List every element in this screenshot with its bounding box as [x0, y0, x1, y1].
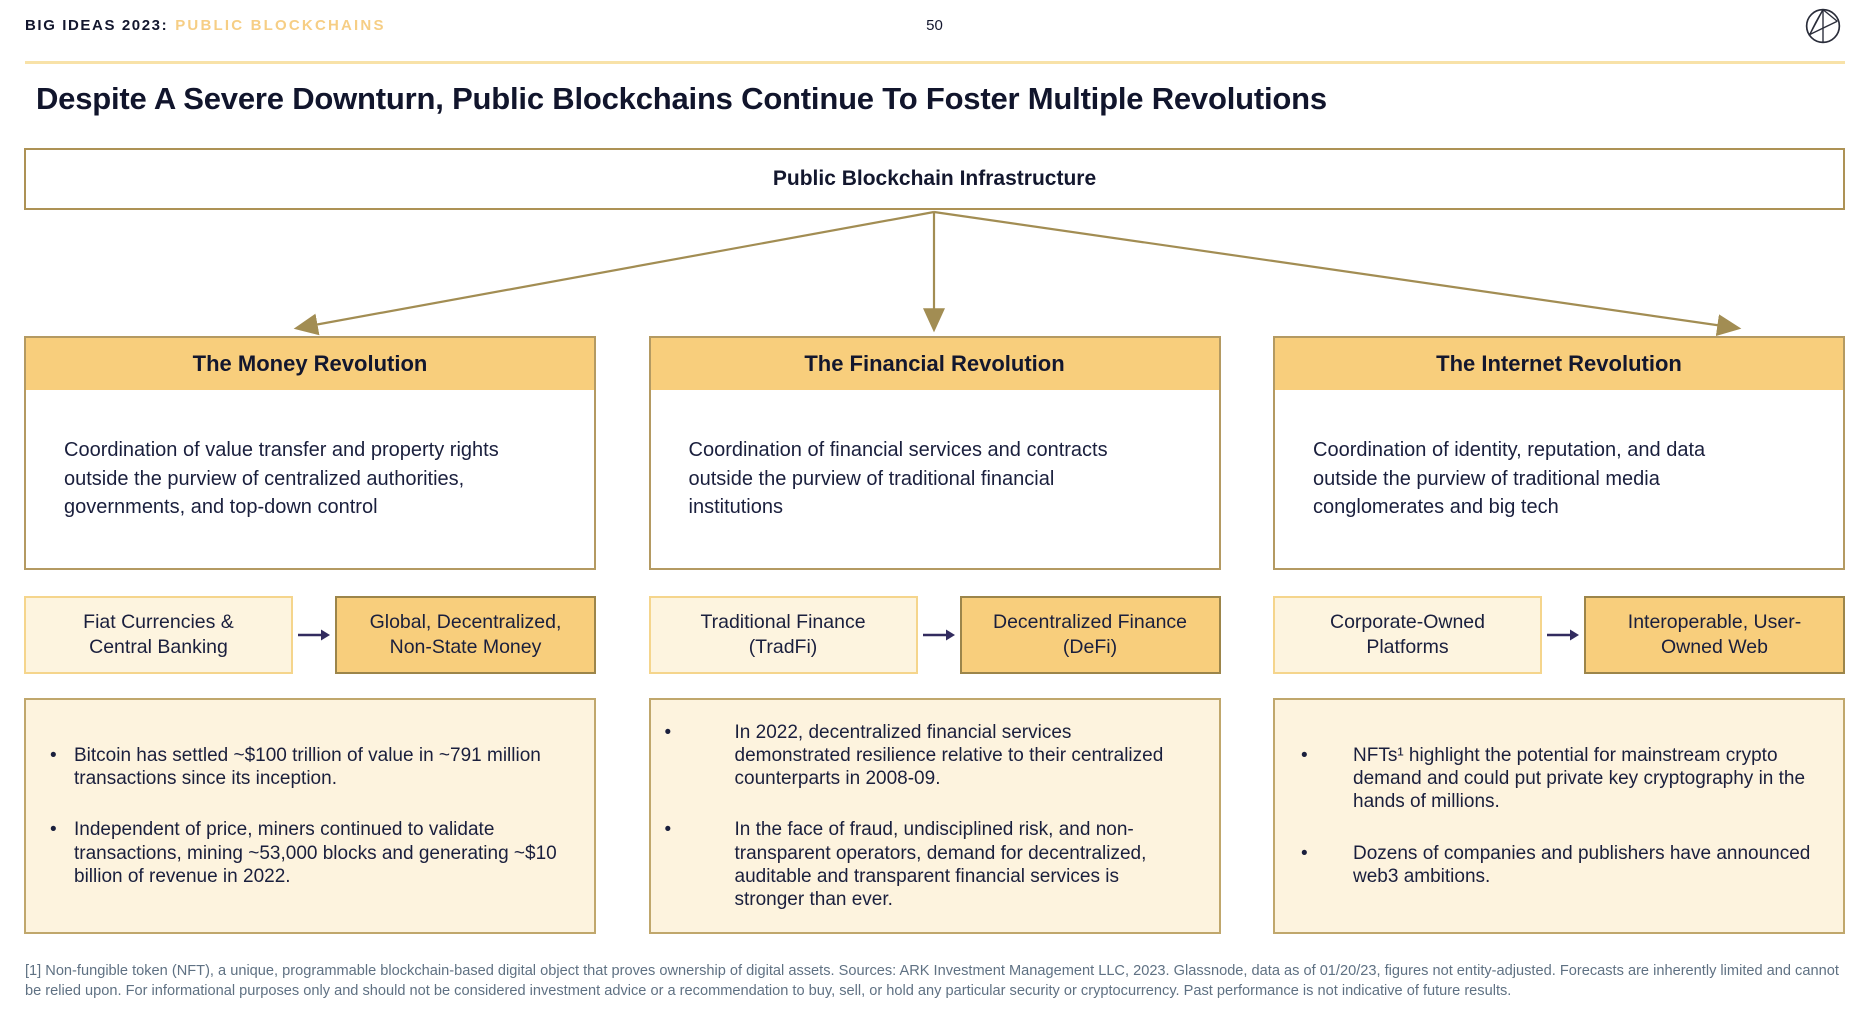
revolution-description-internet: Coordination of identity, reputation, and data outside the purview of traditional media conglomerates and big tech	[1313, 439, 1706, 519]
transition-row-internet	[1273, 596, 1845, 674]
column-financial-revolution	[649, 336, 1221, 934]
to-box-money: Global, Decentralized, Non-State Money	[335, 596, 596, 674]
bullets-box-internet	[1273, 698, 1845, 934]
bullet-text: In 2022, decentralized financial services demonstrated resilience relative to their centralized counterparts in 2008-09.	[734, 721, 1164, 790]
revolution-card-internet	[1273, 336, 1845, 570]
from-box-internet: Corporate-Owned Platforms	[1273, 596, 1542, 674]
right-arrow-icon	[918, 596, 960, 674]
bullet-item	[26, 818, 566, 888]
bullet-text: Bitcoin has settled ~$100 trillion of value in ~791 million transactions since its inception.	[74, 745, 541, 790]
bullet-dot: •	[664, 721, 672, 743]
bullet-dot: •	[1301, 745, 1308, 767]
bullet-text: Dozens of companies and publishers have announced web3 ambitions.	[1353, 842, 1811, 887]
brand-prefix: BIG IDEAS 2023:	[25, 17, 169, 34]
revolution-description-money: Coordination of value transfer and property rights outside the purview of centralized authorities, governments, and top-down control	[64, 439, 499, 519]
transition-row-financial	[649, 596, 1221, 674]
bullet-dot: •	[1301, 842, 1308, 864]
bullet-text: In the face of fraud, undisciplined risk, and non-transparent operators, demand for decentralized, auditable and transparent financial services is stronger than ever.	[734, 819, 1147, 910]
right-arrow-icon	[1542, 596, 1584, 674]
infrastructure-box	[24, 148, 1845, 210]
bullet-item	[1275, 744, 1815, 814]
bullet-item	[1275, 842, 1815, 888]
revolution-title-financial: The Financial Revolution	[651, 338, 1219, 390]
bullet-text: NFTs¹ highlight the potential for mainstream crypto demand and could put private key cryptography in the hands of millions.	[1353, 745, 1806, 813]
bullet-item	[651, 818, 1191, 911]
brand-topic: PUBLIC BLOCKCHAINS	[175, 17, 386, 34]
footnote-disclaimer: [1] Non-fungible token (NFT), a unique, programmable blockchain-based digital object that proves ownership of digital assets. Sources: ARK Investment Management LLC, 2023. Glassnode, data as of 01/20/23, figures not entity-adjusted. Forecasts are inherently limited and cannot be relied upon. For informational purposes only and should not be considered investment advice or a recommendation to buy, sell, or hold any particular security or cryptocurrency. Past performance is not indicative of future results.	[25, 963, 1839, 999]
revolution-title-internet: The Internet Revolution	[1275, 338, 1843, 390]
bullet-item	[651, 721, 1191, 791]
revolution-description-financial: Coordination of financial services and contracts outside the purview of traditional financial institutions	[688, 439, 1108, 519]
page-number: 50	[926, 17, 943, 34]
bullet-dot: •	[50, 745, 57, 767]
revolution-card-money	[24, 336, 596, 570]
bullets-box-financial	[649, 698, 1221, 934]
to-box-internet: Interoperable, User-Owned Web	[1584, 596, 1845, 674]
branch-arrows-icon	[0, 210, 1869, 338]
bullet-dot: •	[664, 819, 672, 841]
revolution-card-financial	[649, 336, 1221, 570]
page-title: Despite A Severe Downturn, Public Blockchains Continue To Foster Multiple Revolutions	[36, 81, 1327, 116]
ark-logo-icon	[1804, 7, 1842, 45]
bullet-text: Independent of price, miners continued to validate transactions, mining ~53,000 blocks and generating ~$10 billion of revenue in 2022.	[74, 819, 557, 887]
from-box-financial: Traditional Finance (TradFi)	[649, 596, 918, 674]
right-arrow-icon	[293, 596, 335, 674]
revolution-columns	[24, 336, 1845, 934]
bullet-item	[26, 744, 566, 790]
transition-row-money	[24, 596, 596, 674]
column-money-revolution	[24, 336, 596, 934]
revolution-title-money: The Money Revolution	[26, 338, 594, 390]
column-internet-revolution	[1273, 336, 1845, 934]
bullets-box-money	[24, 698, 596, 934]
from-box-money: Fiat Currencies & Central Banking	[24, 596, 293, 674]
header-divider	[25, 61, 1845, 64]
infrastructure-label: Public Blockchain Infrastructure	[772, 167, 1097, 190]
to-box-financial: Decentralized Finance (DeFi)	[960, 596, 1221, 674]
bullet-dot: •	[50, 819, 57, 841]
